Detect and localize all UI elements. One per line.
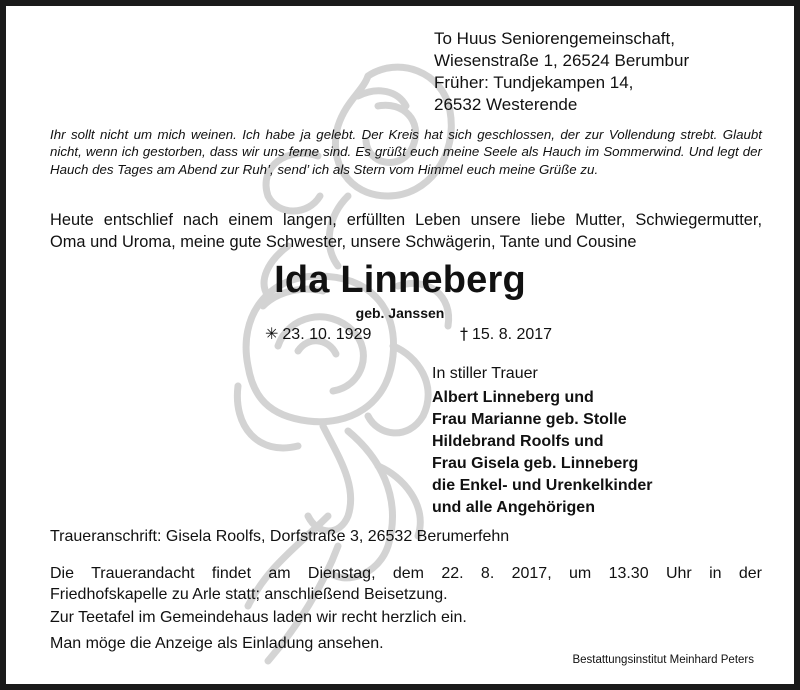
death-cross-icon: † bbox=[460, 324, 468, 343]
deceased-name: Ida Linneberg bbox=[274, 259, 526, 301]
birth-date-value: 23. 10. 1929 bbox=[282, 326, 372, 343]
funeral-home: Bestattungsinstitut Meinhard Peters bbox=[572, 654, 754, 666]
service-info bbox=[50, 563, 762, 605]
death-date-value: 15. 8. 2017 bbox=[472, 326, 553, 343]
mourning-label: In stiller Trauer bbox=[432, 365, 538, 382]
mourning-address: Traueranschrift: Gisela Roolfs, Dorfstraße 3, 26532 Berumerfehn bbox=[50, 528, 510, 545]
address-line-1: To Huus Seniorengemeinschaft, bbox=[434, 29, 675, 48]
death-date bbox=[460, 323, 552, 346]
mourners-list bbox=[432, 387, 653, 519]
mourner-line: Frau Marianne geb. Stolle bbox=[432, 411, 627, 428]
maiden-name: geb. Janssen bbox=[355, 305, 445, 321]
residence-address bbox=[434, 28, 689, 116]
mourner-line: die Enkel- und Urenkelkinder bbox=[432, 477, 653, 494]
service-line-1: Die Trauerandacht findet am Dienstag, dem 22. 8. 2017, um 13.30 Uhr in der bbox=[50, 565, 762, 582]
mourner-line: Hildebrand Roolfs und bbox=[432, 433, 604, 450]
address-line-2: Wiesenstraße 1, 26524 Berumbur bbox=[434, 51, 690, 70]
address-line-3: Früher: Tundjekampen 14, bbox=[434, 73, 634, 92]
mourner-line: und alle Angehörigen bbox=[432, 499, 595, 516]
service-line-2: Friedhofskapelle zu Arle statt; anschließend Beisetzung. bbox=[50, 586, 448, 603]
invitation-note: Man möge die Anzeige als Einladung ansehen. bbox=[50, 635, 384, 652]
mourner-line: Frau Gisela geb. Linneberg bbox=[432, 455, 639, 472]
birth-date bbox=[265, 323, 371, 346]
death-announcement bbox=[50, 209, 762, 253]
announcement-line-1: Heute entschlief nach einem langen, erfüllten Leben unsere liebe Mutter, Schwiegermutter, bbox=[50, 211, 762, 229]
mourner-line: Albert Linneberg und bbox=[432, 389, 594, 406]
tea-invitation: Zur Teetafel im Gemeindehaus laden wir recht herzlich ein. bbox=[50, 609, 467, 626]
birth-star-icon: ✳ bbox=[265, 324, 279, 343]
announcement-line-2: Oma und Uroma, meine gute Schwester, unsere Schwägerin, Tante und Cousine bbox=[50, 233, 637, 251]
address-line-4: 26532 Westerende bbox=[434, 95, 578, 114]
memorial-poem: Ihr sollt nicht um mich weinen. Ich habe ja gelebt. Der Kreis hat sich geschlossen, der zur Vollendung strebt. Glaubt nicht, wenn ich gestorben, dass wir uns ferne sind. Es grüßt euch meine Seele als Hauch im Sommerwind. Und legt der Hauch des Tages am Abend zur Ruh’, send’ ich als Stern vom Himmel euch meine Grüße zu. bbox=[50, 127, 762, 177]
